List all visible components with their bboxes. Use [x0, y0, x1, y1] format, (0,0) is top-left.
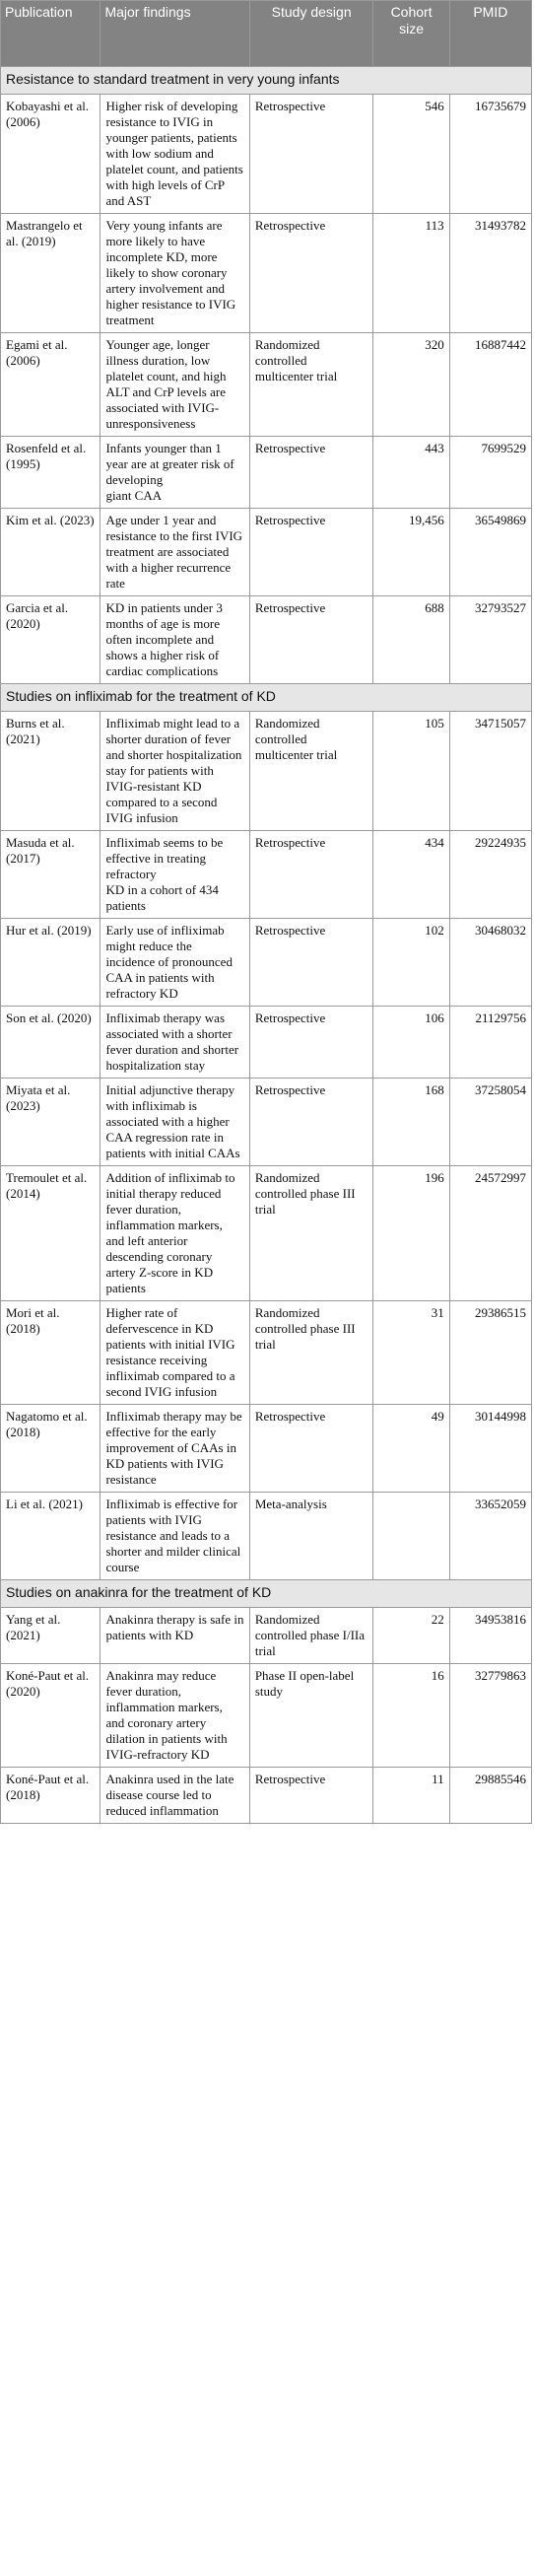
table-row: [1, 333, 532, 437]
publication-cell: Koné-Paut et al. (2020): [1, 1664, 100, 1768]
table-row: [1, 214, 532, 333]
study-design-cell: Retrospective: [249, 509, 373, 596]
column-header-publication: Publication: [1, 1, 100, 67]
column-header-study-design: Study design: [249, 1, 373, 67]
pmid-cell: 30468032: [449, 919, 531, 1007]
cohort-size-cell: 320: [373, 333, 449, 437]
pmid-cell: 32779863: [449, 1664, 531, 1768]
pmid-cell: 30144998: [449, 1405, 531, 1493]
pmid-cell: 34953816: [449, 1608, 531, 1664]
findings-cell: Anakinra therapy is safe in patients with KD: [100, 1608, 249, 1664]
table-row: [1, 1166, 532, 1301]
study-design-cell: Randomized controlled phase III trial: [249, 1301, 373, 1405]
findings-cell: Infants younger than 1 year are at greater risk of developing giant CAA: [100, 437, 249, 509]
findings-cell: Very young infants are more likely to have incomplete KD, more likely to show coronary artery involvement and higher resistance to IVIG treatment: [100, 214, 249, 333]
study-design-cell: Retrospective: [249, 596, 373, 684]
table-row: [1, 509, 532, 596]
table-row: [1, 1405, 532, 1493]
section-title: Studies on anakinra for the treatment of KD: [1, 1580, 532, 1608]
publication-cell: Nagatomo et al. (2018): [1, 1405, 100, 1493]
publication-cell: Yang et al. (2021): [1, 1608, 100, 1664]
study-design-cell: Phase II open-label study: [249, 1664, 373, 1768]
cohort-size-cell: 16: [373, 1664, 449, 1768]
pmid-cell: 31493782: [449, 214, 531, 333]
study-design-cell: Retrospective: [249, 1079, 373, 1166]
cohort-size-cell: 434: [373, 831, 449, 919]
cohort-size-cell: 168: [373, 1079, 449, 1166]
findings-cell: Anakinra used in the late disease course led to reduced inflammation: [100, 1768, 249, 1824]
publication-cell: Tremoulet et al. (2014): [1, 1166, 100, 1301]
pmid-cell: 29885546: [449, 1768, 531, 1824]
section-title: Studies on infliximab for the treatment of KD: [1, 684, 532, 712]
study-design-cell: Randomized controlled multicenter trial: [249, 712, 373, 831]
table-row: [1, 712, 532, 831]
pmid-cell: 29224935: [449, 831, 531, 919]
publication-cell: Burns et al. (2021): [1, 712, 100, 831]
findings-cell: Initial adjunctive therapy with infliximab is associated with a higher CAA regression rate in patients with initial CAAs: [100, 1079, 249, 1166]
publication-cell: Miyata et al. (2023): [1, 1079, 100, 1166]
cohort-size-cell: 688: [373, 596, 449, 684]
study-design-cell: Meta-analysis: [249, 1493, 373, 1580]
study-design-cell: Retrospective: [249, 919, 373, 1007]
publication-cell: Mori et al. (2018): [1, 1301, 100, 1405]
publication-cell: Son et al. (2020): [1, 1007, 100, 1079]
pmid-cell: 7699529: [449, 437, 531, 509]
findings-cell: Higher risk of developing resistance to IVIG in younger patients, patients with low sodium and platelet count, and patients with high levels of CrP and AST: [100, 95, 249, 214]
study-design-cell: Retrospective: [249, 95, 373, 214]
pmid-cell: 24572997: [449, 1166, 531, 1301]
findings-cell: Early use of infliximab might reduce the incidence of pronounced CAA in patients with refractory KD: [100, 919, 249, 1007]
study-design-cell: Retrospective: [249, 437, 373, 509]
cohort-size-cell: 546: [373, 95, 449, 214]
study-design-cell: Retrospective: [249, 1768, 373, 1824]
pmid-cell: 16735679: [449, 95, 531, 214]
column-header-major-findings: Major findings: [100, 1, 249, 67]
table-body: [1, 67, 532, 1824]
cohort-size-cell: 196: [373, 1166, 449, 1301]
cohort-size-cell: 106: [373, 1007, 449, 1079]
findings-cell: Infliximab is effective for patients with IVIG resistance and leads to a shorter and milder clinical course: [100, 1493, 249, 1580]
findings-cell: Addition of infliximab to initial therapy reduced fever duration, inflammation markers, and left anterior descending coronary artery Z-score in KD patients: [100, 1166, 249, 1301]
findings-cell: Anakinra may reduce fever duration, inflammation markers, and coronary artery dilation in patients with IVIG-refractory KD: [100, 1664, 249, 1768]
findings-cell: Higher rate of defervescence in KD patients with initial IVIG resistance receiving infliximab compared to a second IVIG infusion: [100, 1301, 249, 1405]
table-row: [1, 1493, 532, 1580]
study-design-cell: Randomized controlled phase III trial: [249, 1166, 373, 1301]
publication-cell: Kim et al. (2023): [1, 509, 100, 596]
pmid-cell: 16887442: [449, 333, 531, 437]
section-title: Resistance to standard treatment in very young infants: [1, 67, 532, 95]
cohort-size-cell: 102: [373, 919, 449, 1007]
publication-cell: Koné-Paut et al. (2018): [1, 1768, 100, 1824]
study-design-cell: Retrospective: [249, 214, 373, 333]
publication-cell: Masuda et al. (2017): [1, 831, 100, 919]
cohort-size-cell: 19,456: [373, 509, 449, 596]
findings-cell: Infliximab therapy was associated with a shorter fever duration and shorter hospitalization stay: [100, 1007, 249, 1079]
publication-cell: Li et al. (2021): [1, 1493, 100, 1580]
pmid-cell: 36549869: [449, 509, 531, 596]
pmid-cell: 33652059: [449, 1493, 531, 1580]
table-row: [1, 1301, 532, 1405]
pmid-cell: 29386515: [449, 1301, 531, 1405]
cohort-size-cell: 49: [373, 1405, 449, 1493]
table-row: [1, 1007, 532, 1079]
table-row: [1, 1608, 532, 1664]
findings-cell: Infliximab therapy may be effective for the early improvement of CAAs in KD patients with IVIG resistance: [100, 1405, 249, 1493]
cohort-size-cell: 22: [373, 1608, 449, 1664]
cohort-size-cell: 11: [373, 1768, 449, 1824]
findings-cell: Age under 1 year and resistance to the first IVIG treatment are associated with a higher recurrence rate: [100, 509, 249, 596]
cohort-size-cell: 31: [373, 1301, 449, 1405]
publication-cell: Egami et al. (2006): [1, 333, 100, 437]
cohort-size-cell: 105: [373, 712, 449, 831]
table-row: [1, 1664, 532, 1768]
study-design-cell: Retrospective: [249, 1405, 373, 1493]
study-design-cell: Retrospective: [249, 1007, 373, 1079]
publication-cell: Mastrangelo et al. (2019): [1, 214, 100, 333]
publication-cell: Rosenfeld et al. (1995): [1, 437, 100, 509]
pmid-cell: 37258054: [449, 1079, 531, 1166]
header-row: [1, 1, 532, 67]
study-design-cell: Randomized controlled phase I/IIa trial: [249, 1608, 373, 1664]
section-header-row: [1, 67, 532, 95]
table-row: [1, 1079, 532, 1166]
publication-cell: Garcia et al. (2020): [1, 596, 100, 684]
section-header-row: [1, 684, 532, 712]
pmid-cell: 21129756: [449, 1007, 531, 1079]
column-header-cohort-size: Cohort size: [373, 1, 449, 67]
cohort-size-cell: [373, 1493, 449, 1580]
section-header-row: [1, 1580, 532, 1608]
study-design-cell: Retrospective: [249, 831, 373, 919]
table-row: [1, 596, 532, 684]
publication-cell: Hur et al. (2019): [1, 919, 100, 1007]
table-row: [1, 1768, 532, 1824]
column-header-pmid: PMID: [449, 1, 531, 67]
pmid-cell: 32793527: [449, 596, 531, 684]
cohort-size-cell: 113: [373, 214, 449, 333]
study-design-cell: Randomized controlled multicenter trial: [249, 333, 373, 437]
findings-cell: Infliximab might lead to a shorter duration of fever and shorter hospitalization stay for patients with IVIG-resistant KD compared to a second IVIG infusion: [100, 712, 249, 831]
findings-cell: KD in patients under 3 months of age is more often incomplete and shows a higher risk of cardiac complications: [100, 596, 249, 684]
publication-cell: Kobayashi et al. (2006): [1, 95, 100, 214]
findings-cell: Younger age, longer illness duration, low platelet count, and high ALT and CrP levels are associated with IVIG-unresponsiveness: [100, 333, 249, 437]
table-row: [1, 95, 532, 214]
table-row: [1, 919, 532, 1007]
cohort-size-cell: 443: [373, 437, 449, 509]
table-row: [1, 437, 532, 509]
table-row: [1, 831, 532, 919]
pmid-cell: 34715057: [449, 712, 531, 831]
findings-cell: Infliximab seems to be effective in treating refractory KD in a cohort of 434 patients: [100, 831, 249, 919]
